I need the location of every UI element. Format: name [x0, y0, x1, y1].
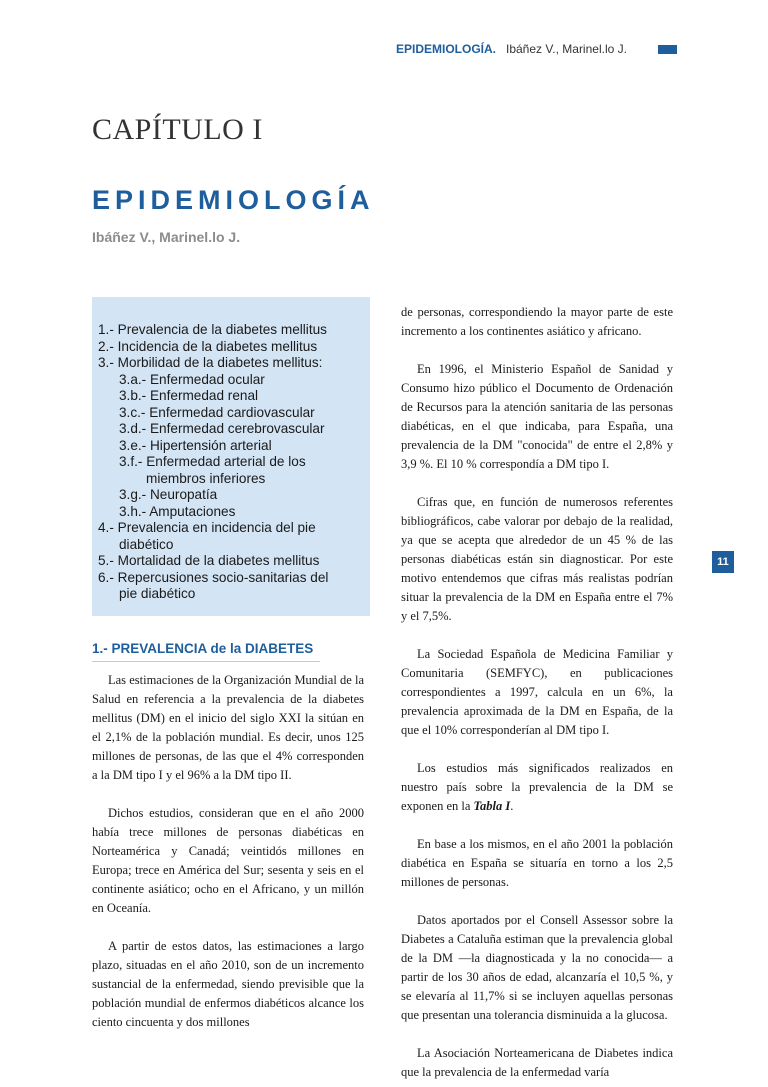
toc-subitem: 3.g.- Neuropatía [119, 487, 218, 502]
toc-subitem: 3.d.- Enfermedad cerebrovascular [119, 421, 325, 436]
toc-subitem: 3.c.- Enfermedad cardiovascular [119, 404, 315, 420]
body-paragraph: Las estimaciones de la Organización Mundial de la Salud en referencia a la prevalencia de la diabetes mellitus (DM) en el inicio del siglo XXI la sitúan en el 2,1% de la población mundial. Es decir, unos 125 millones de personas, de las que el 4% corresponden a la DM tipo I y el 96% a la DM tipo II. [92, 673, 364, 782]
body-paragraph: Dichos estudios, consideran que en el año 2000 había trece millones de personas diabéticas en Norteamérica y Canadá; veintidós millones en Europa; trece en América del Sur; sesenta y seis en el continente asiático; ocho en el Africano, y un millón en Oceanía. [92, 806, 364, 915]
running-header-authors: Ibáñez V., Marinel.lo J. [506, 42, 627, 56]
body-paragraph: La Asociación Norteamericana de Diabetes indica que la prevalencia de la enfermedad varía [401, 1046, 673, 1079]
body-paragraph: En base a los mismos, en el año 2001 la población diabética en España se situaría en torno a los 2,5 millones de personas. [401, 837, 673, 889]
toc-item-continuation: diabético [119, 536, 174, 552]
left-column [92, 671, 364, 1032]
body-paragraph: La Sociedad Española de Medicina Familiar y Comunitaria (SEMFYC), en publicaciones correspondientes a 1997, calcula en un 6%, la prevalencia aproximada de la DM en España, de la que el 10% corresponderían al DM tipo I. [401, 647, 673, 737]
running-header [392, 42, 680, 58]
body-paragraph: En 1996, el Ministerio Español de Sanidad y Consumo hizo público el Documento de Ordenación de Recursos para la atención sanitaria de las personas diabéticas, en el que indicaba, para España, una prevalencia de la DM "conocida" de entre el 2,8% y 3,9 %. El 10 % correspondía a DM tipo I. [401, 362, 673, 471]
toc-item: 1.- Prevalencia de la diabetes mellitus [98, 322, 327, 337]
body-paragraph [401, 759, 673, 816]
toc-item: 5.- Mortalidad de la diabetes mellitus [98, 553, 320, 568]
right-column [401, 303, 673, 1082]
toc-item: 4.- Prevalencia en incidencia del pie [98, 520, 316, 535]
toc-subitem: 3.a.- Enfermedad ocular [119, 371, 265, 387]
toc-item: 2.- Incidencia de la diabetes mellitus [98, 338, 318, 354]
running-header-marker [658, 45, 677, 54]
chapter-authors: Ibáñez V., Marinel.lo J. [92, 229, 241, 245]
body-paragraph: A partir de estos datos, las estimaciones a largo plazo, situadas en el año 2010, son de un incremento sustancial de la enfermedad, siendo previsible que la población mundial de enfermos diabéticos alcance los ciento cincuenta y dos millones [92, 939, 364, 1029]
toc-subitem: 3.h.- Amputaciones [119, 503, 236, 519]
paragraph-text: Los estudios más significados realizados en nuestro país sobre la prevalencia de la DM se exponen en la [401, 761, 673, 813]
section-heading-underline [92, 661, 320, 662]
chapter-label: CAPÍTULO I [92, 113, 263, 146]
toc-list [98, 322, 370, 603]
toc-item-continuation: pie diabético [119, 586, 196, 601]
toc-subitem: 3.e.- Hipertensión arterial [119, 437, 272, 453]
paragraph-text: . [510, 799, 514, 813]
body-paragraph: Datos aportados por el Consell Assessor sobre la Diabetes a Cataluña estiman que la prevalencia global de la DM —la diagnosticada y la no conocida— a partir de los 30 años de edad, alcanzaría el 10,5 %, y se elevaría al 11,7% si se incluyen aquellas personas que presentan una tolerancia disminuida a la glucosa. [401, 913, 673, 1022]
page-number: 11 [712, 551, 734, 573]
toc-item: 3.- Morbilidad de la diabetes mellitus: [98, 355, 323, 370]
toc-subitem-continuation: miembros inferiores [146, 470, 266, 486]
section-heading: 1.- PREVALENCIA de la DIABETES [92, 641, 314, 656]
toc-subitem: 3.b.- Enfermedad renal [119, 388, 259, 403]
table-reference: Tabla I [473, 799, 511, 813]
body-paragraph: Cifras que, en función de numerosos referentes bibliográficos, cabe valorar por debajo de la realidad, ya que se acepta que alrededor de un 45 % de las personas diabéticas están sin diagnosticar. Por este motivo entendemos que cifras más realistas podrían situar la prevalencia de la DM en España entre el 7% y el 7,5%. [401, 495, 673, 623]
running-header-section: EPIDEMIOLOGÍA. [396, 42, 497, 56]
toc-subitem: 3.f.- Enfermedad arterial de los [119, 454, 306, 469]
table-of-contents [92, 297, 370, 616]
body-paragraph: de personas, correspondiendo la mayor parte de este incremento a los continentes asiático y africano. [401, 305, 673, 338]
toc-item: 6.- Repercusiones socio-sanitarias del [98, 569, 329, 585]
chapter-title: EPIDEMIOLOGÍA [92, 185, 375, 215]
